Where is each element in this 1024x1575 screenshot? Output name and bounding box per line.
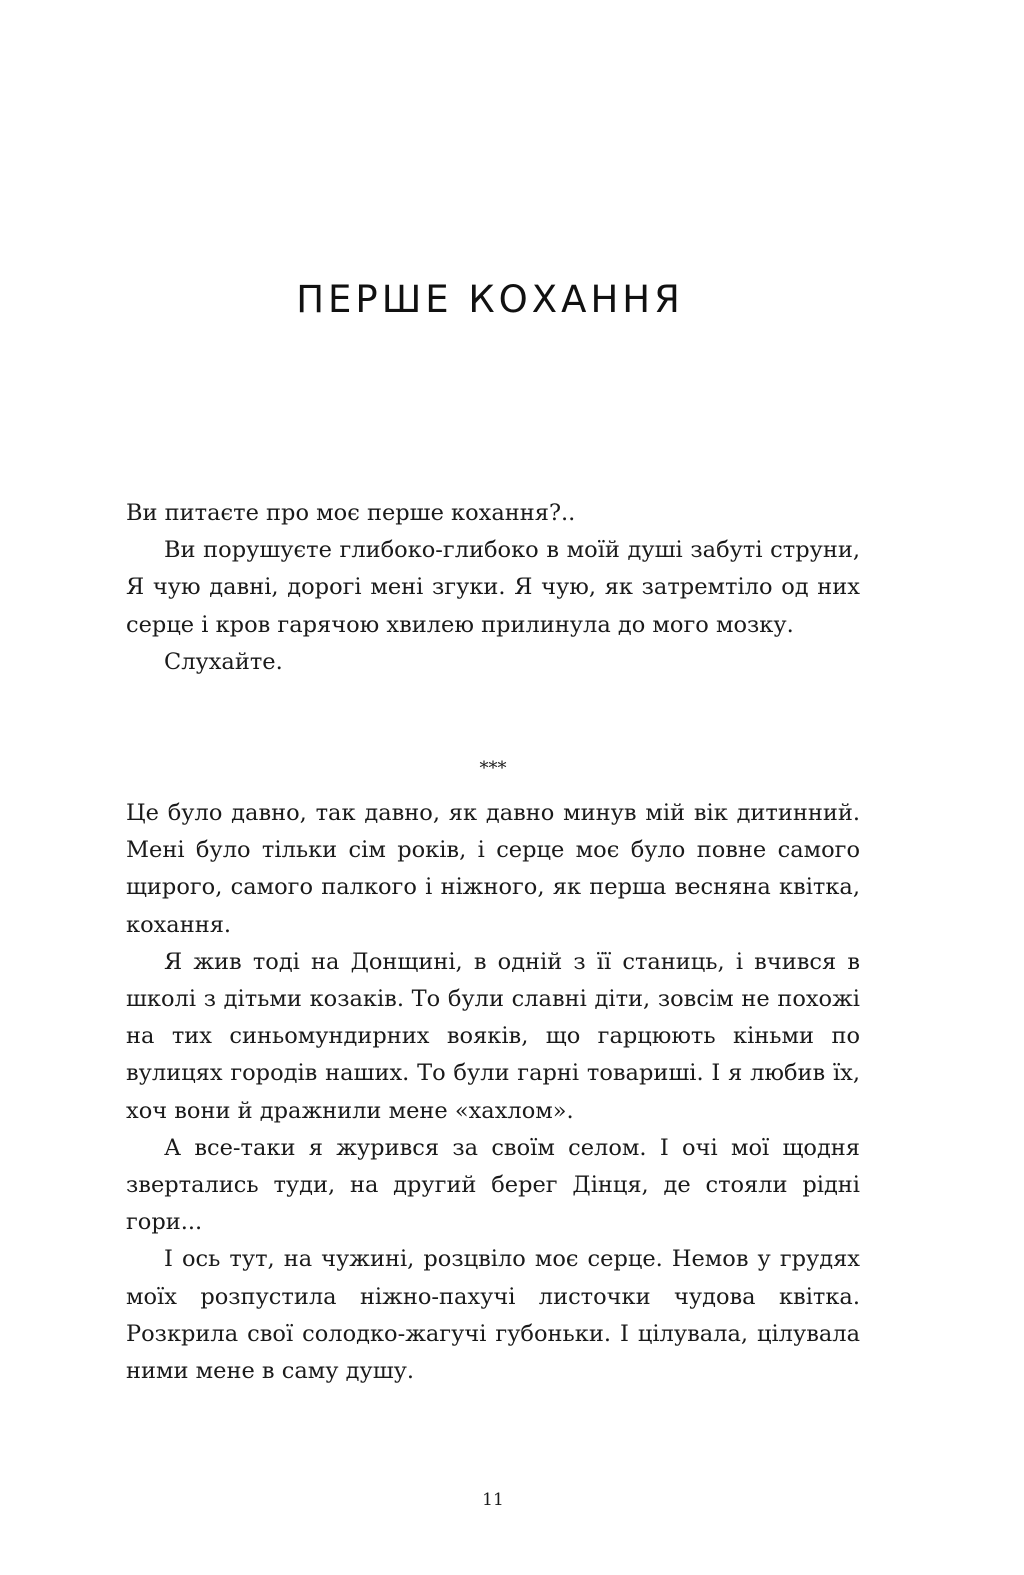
story-section xyxy=(126,795,860,1390)
section-separator: *** xyxy=(479,758,507,779)
intro-section xyxy=(126,495,860,681)
paragraph: Ви порушуєте глибоко-глибоко в моїй душі забуті струни, Я чую давні, дорогі мені згуки. Я чую, як затремтіло од них серце і кров гарячою хвилею прилинула до мого мозку. xyxy=(126,537,860,638)
chapter-title: ПЕРШЕ КОХАННЯ xyxy=(296,278,684,321)
paragraph: І ось тут, на чужині, розцвіло моє серце. Немов у грудях моїх розпустила ніжно-пахучі листочки чудова квітка. Розкрила свої солодко-жагучі губоньки. І цілувала, цілувала ними мене в саму душу. xyxy=(126,1246,860,1385)
page-number: 11 xyxy=(482,1490,504,1510)
paragraph: Слухайте. xyxy=(164,648,283,675)
paragraph: Я жив тоді на Донщині, в одній з її станиць, і вчився в школі з дітьми козаків. То були славні діти, зовсім не похожі на тих синьомундирних вояків, що гарцюють кіньми по вулицях городів наших. То були гарні товариші. І я любив їх, хоч вони й дражнили мене «хахлом». xyxy=(126,948,860,1124)
paragraph: Ви питаєте про моє перше кохання?.. xyxy=(126,500,576,526)
paragraph: Це було давно, так давно, як давно минув мій вік дитинний. Мені було тільки сім років, і серце моє було повне самого щирого, самого палкого і ніжного, як перша весняна квітка, кохання. xyxy=(126,800,860,938)
paragraph: А все-таки я журився за своїм селом. І очі мої щодня звертались туди, на другий берег Дінця, де стояли рідні гори... xyxy=(126,1134,860,1236)
